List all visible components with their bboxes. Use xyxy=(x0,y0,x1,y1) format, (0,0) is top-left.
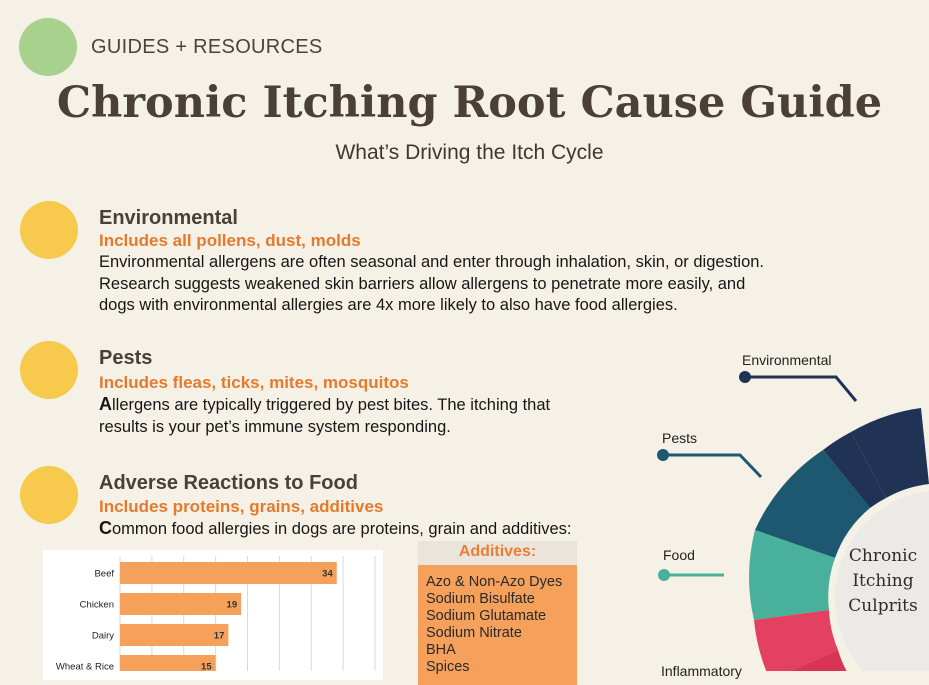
donut-center-label xyxy=(838,544,928,619)
drop-cap: A xyxy=(99,394,112,414)
chart-value-label: 34 xyxy=(322,568,333,580)
body-text: llergens are typically triggered by pest bites. The itching that xyxy=(112,396,551,414)
additive-item: BHA xyxy=(426,642,456,658)
leader-line-environmental xyxy=(745,377,856,401)
drop-cap: C xyxy=(99,518,112,538)
section-bullet-environmental xyxy=(20,201,78,259)
section-bullet-pests xyxy=(20,341,78,399)
body-line xyxy=(99,394,550,417)
section-subtitle-environmental: Includes all pollens, dust, molds xyxy=(99,231,361,250)
section-body-food xyxy=(99,518,572,541)
center-line: Itching xyxy=(852,571,914,591)
chart-bar xyxy=(120,624,228,646)
header-accent-circle xyxy=(19,18,77,76)
page-subtitle: What’s Driving the Itch Cycle xyxy=(335,141,604,164)
body-line: Research suggests weakened skin barriers allow allergens to penetrate more easily, and xyxy=(99,274,746,293)
legend-label-pests: Pests xyxy=(662,430,698,446)
body-text: ommon food allergies in dogs are proteins, grain and additives: xyxy=(112,520,572,538)
body-line: results is your pet’s immune system responding. xyxy=(99,417,451,436)
legend-label-food: Food xyxy=(663,547,695,563)
section-subtitle-pests: Includes fleas, ticks, mites, mosquitos xyxy=(99,373,409,392)
chart-value-label: 19 xyxy=(226,599,238,611)
kicker-label: GUIDES + RESOURCES xyxy=(91,36,323,58)
section-title-pests: Pests xyxy=(99,347,153,369)
additive-item: Sodium Glutamate xyxy=(426,608,547,624)
chart-bar xyxy=(120,562,337,584)
section-bullet-food xyxy=(20,466,78,524)
chart-value-label: 15 xyxy=(201,661,212,671)
additive-item: Spices xyxy=(426,659,470,675)
section-body-pests xyxy=(99,394,550,438)
chart-category-label: Dairy xyxy=(91,630,114,642)
chart-bar xyxy=(120,593,241,615)
chart-value-label: 17 xyxy=(213,630,225,642)
section-body-environmental xyxy=(99,252,764,317)
leader-line-pests xyxy=(663,455,761,477)
section-subtitle-food: Includes proteins, grains, additives xyxy=(99,497,384,516)
additives-panel xyxy=(418,541,577,681)
additive-item: Sodium Nitrate xyxy=(426,625,522,641)
section-title-food: Adverse Reactions to Food xyxy=(99,472,358,494)
additives-list xyxy=(418,565,577,685)
section-title-environmental: Environmental xyxy=(99,207,238,229)
additive-item: Azo & Non-Azo Dyes xyxy=(426,574,563,590)
culprits-donut-graphic xyxy=(620,340,929,671)
body-line: Environmental allergens are often seasonal and enter through inhalation, skin, or digestion. xyxy=(99,253,765,271)
bar-chart-svg xyxy=(43,550,383,671)
legend-label-inflammatory: Inflammatory xyxy=(661,663,742,679)
food-allergy-chart xyxy=(43,550,383,680)
legend-label-environmental: Environmental xyxy=(742,352,832,368)
center-line: Chronic xyxy=(848,546,918,566)
body-line: dogs with environmental allergies are 4x more likely to also have food allergies. xyxy=(99,296,678,314)
additives-heading: Additives: xyxy=(418,541,577,565)
chart-category-label: Chicken xyxy=(79,599,114,611)
center-line: Culprits xyxy=(848,596,918,616)
chart-category-label: Beef xyxy=(94,568,114,580)
additive-item: Sodium Bisulfate xyxy=(426,591,535,607)
page-title: Chronic Itching Root Cause Guide xyxy=(56,78,883,128)
body-line xyxy=(99,518,572,541)
chart-category-label: Wheat & Rice xyxy=(55,661,114,671)
